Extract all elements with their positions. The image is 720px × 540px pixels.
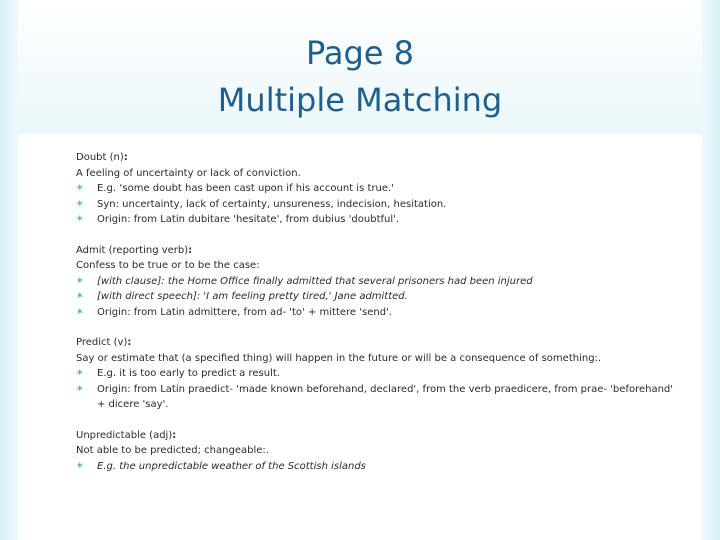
entry-colon: : [123,152,128,163]
entry-definition: Say or estimate that (a specified thing) will happen in the future or will be a consequence of something:. [76,352,602,364]
entry-heading [76,428,676,444]
list-item [76,197,676,213]
bullet-star-icon: ∗ [76,183,84,193]
entry-unpredictable [76,428,676,475]
list-item [76,289,676,305]
slide-title [40,30,680,124]
entry-definition: Confess to be true or to be the case: [76,260,260,271]
entry-heading [76,150,676,166]
entry-admit [76,243,676,321]
list-item-text: E.g. ‘some doubt has been cast upon if his account is true.' [97,183,394,194]
entry-heading [76,335,676,351]
list-item-text: E.g. the unpredictable weather of the Scottish islands [97,460,366,472]
list-item-text: [with clause]: the Home Office finally admitted that several prisoners had been injured [97,275,533,287]
list-item [76,382,676,413]
list-item-text: Syn: uncertainty, lack of certainty, unsureness, indecision, hesitation. [97,198,447,210]
slide-title-line-2: Multiple Matching [217,81,503,119]
entry-term: Predict (v) [76,337,128,348]
bullet-star-icon: ∗ [76,460,84,471]
list-item [76,366,676,382]
list-item-text: Origin: from Latin dubitare 'hesitate', from dubius 'doubtful'. [97,214,400,225]
list-item [76,212,676,228]
entry-term: Admit (reporting verb) [76,244,189,256]
entry-colon: : [127,337,132,348]
bullet-star-icon: ∗ [76,383,84,394]
list-item-text: Origin: from Latin praedict- 'made known beforehand, declared', from the verb praedicere, from prae- 'beforehand' + dicere 'say'. [97,383,674,410]
left-decorative-bar [0,0,18,540]
bullet-star-icon: ∗ [76,214,84,224]
entry-colon: : [188,244,193,256]
list-item [76,459,676,475]
list-item [76,305,676,321]
right-decorative-bar [702,0,720,540]
entry-predict [76,335,676,413]
bullet-star-icon: ∗ [76,198,84,209]
bullet-star-icon: ∗ [76,306,84,317]
entry-definition: A feeling of uncertainty or lack of conviction. [76,167,301,179]
list-item [76,274,676,290]
list-item-text: Origin: from Latin admittere, from ad- 'to' + mittere 'send'. [97,306,392,318]
bullet-star-icon: ∗ [76,291,84,301]
list-item [76,181,676,197]
slide-title-line-1: Page 8 [306,34,414,72]
entry-heading [76,243,676,259]
slide-body [76,150,676,489]
entry-colon: : [172,429,177,441]
bullet-star-icon: ∗ [76,275,84,286]
entry-term: Unpredictable (adj) [76,429,173,441]
bullet-star-icon: ∗ [76,368,84,378]
entry-doubt [76,150,676,228]
entry-definition: Not able to be predicted; changeable:. [76,445,269,456]
list-item-text: E.g. it is too early to predict a result. [97,368,280,379]
list-item-text: [with direct speech]: 'I am feeling pretty tired,' Jane admitted. [97,291,408,302]
entry-term: Doubt (n) [76,152,124,163]
